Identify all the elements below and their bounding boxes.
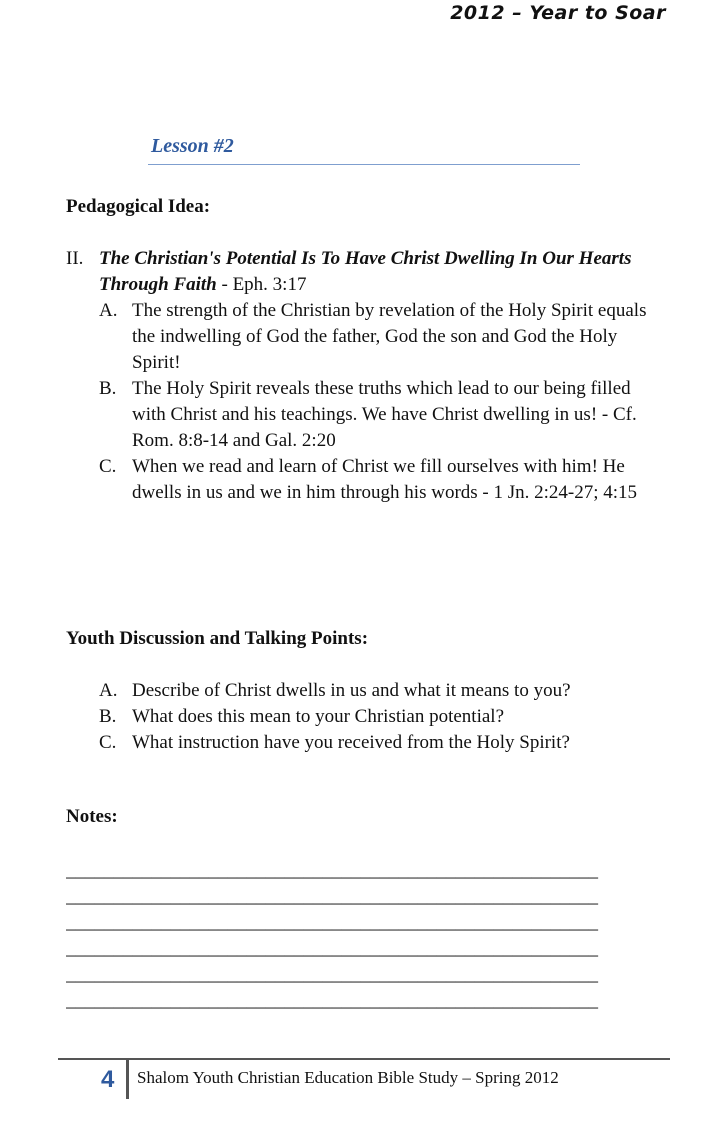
note-line: ________________________________________________________ — [66, 964, 598, 985]
outline-main-point — [66, 246, 666, 506]
note-line: ________________________________________________________ — [66, 990, 598, 1011]
header-title: 2012 – Year to Soar — [450, 2, 666, 24]
list-item — [99, 678, 679, 704]
page-number: 4 — [101, 1066, 115, 1093]
youth-discussion-heading: Youth Discussion and Talking Points: — [66, 628, 369, 649]
list-item-text: The strength of the Christian by revelation of the Holy Spirit equals the indwelling of God the father, God the son and God the Holy Spirit! — [132, 300, 647, 373]
list-item-text: Describe of Christ dwells in us and what it means to you? — [132, 680, 571, 701]
pedagogical-outline — [66, 246, 666, 506]
list-item — [99, 376, 666, 454]
footer-text: Shalom Youth Christian Education Bible Study – Spring 2012 — [137, 1068, 559, 1087]
note-line: ________________________________________________________ — [66, 912, 598, 933]
notes-heading: Notes: — [66, 806, 118, 827]
list-item-text: What does this mean to your Christian potential? — [132, 706, 505, 727]
list-item-text: What instruction have you received from the Holy Spirit? — [132, 732, 570, 753]
note-line: ________________________________________________________ — [66, 886, 598, 907]
lesson-title-block — [148, 135, 580, 165]
list-item-letter: A. — [99, 300, 118, 321]
footer-divider — [126, 1059, 129, 1099]
list-item — [99, 454, 666, 506]
main-point-subitems — [99, 298, 666, 506]
list-item-letter: C. — [99, 456, 117, 477]
lesson-title: Lesson #2 — [151, 135, 234, 157]
youth-discussion-list — [99, 678, 679, 756]
list-item-text: The Holy Spirit reveals these truths which lead to our being filled with Christ and his teachings. We have Christ dwelling in us! - Cf. Rom. 8:8-14 and Gal. 2:20 — [132, 378, 637, 451]
main-point-title: The Christian's Potential Is To Have Christ Dwelling In Our Hearts Through Faith — [99, 248, 632, 295]
main-point-reference: - Eph. 3:17 — [216, 274, 307, 295]
list-item — [99, 298, 666, 376]
list-item-letter: B. — [99, 706, 117, 727]
list-item-letter: C. — [99, 732, 117, 753]
list-item-letter: A. — [99, 680, 118, 701]
list-item-text: When we read and learn of Christ we fill ourselves with him! He dwells in us and we in him through his words - 1 Jn. 2:24-27; 4:15 — [132, 456, 638, 503]
note-line: ________________________________________________________ — [66, 860, 598, 881]
lesson-title-rule — [148, 164, 580, 165]
outline-main-body — [99, 246, 666, 506]
roman-numeral: II. — [66, 248, 84, 269]
list-item — [99, 730, 679, 756]
note-line: ________________________________________________________ — [66, 938, 598, 959]
footer-rule — [58, 1058, 670, 1060]
notes-lines — [66, 858, 626, 1014]
pedagogical-heading: Pedagogical Idea: — [66, 196, 211, 217]
list-item-letter: B. — [99, 378, 117, 399]
list-item — [99, 704, 679, 730]
